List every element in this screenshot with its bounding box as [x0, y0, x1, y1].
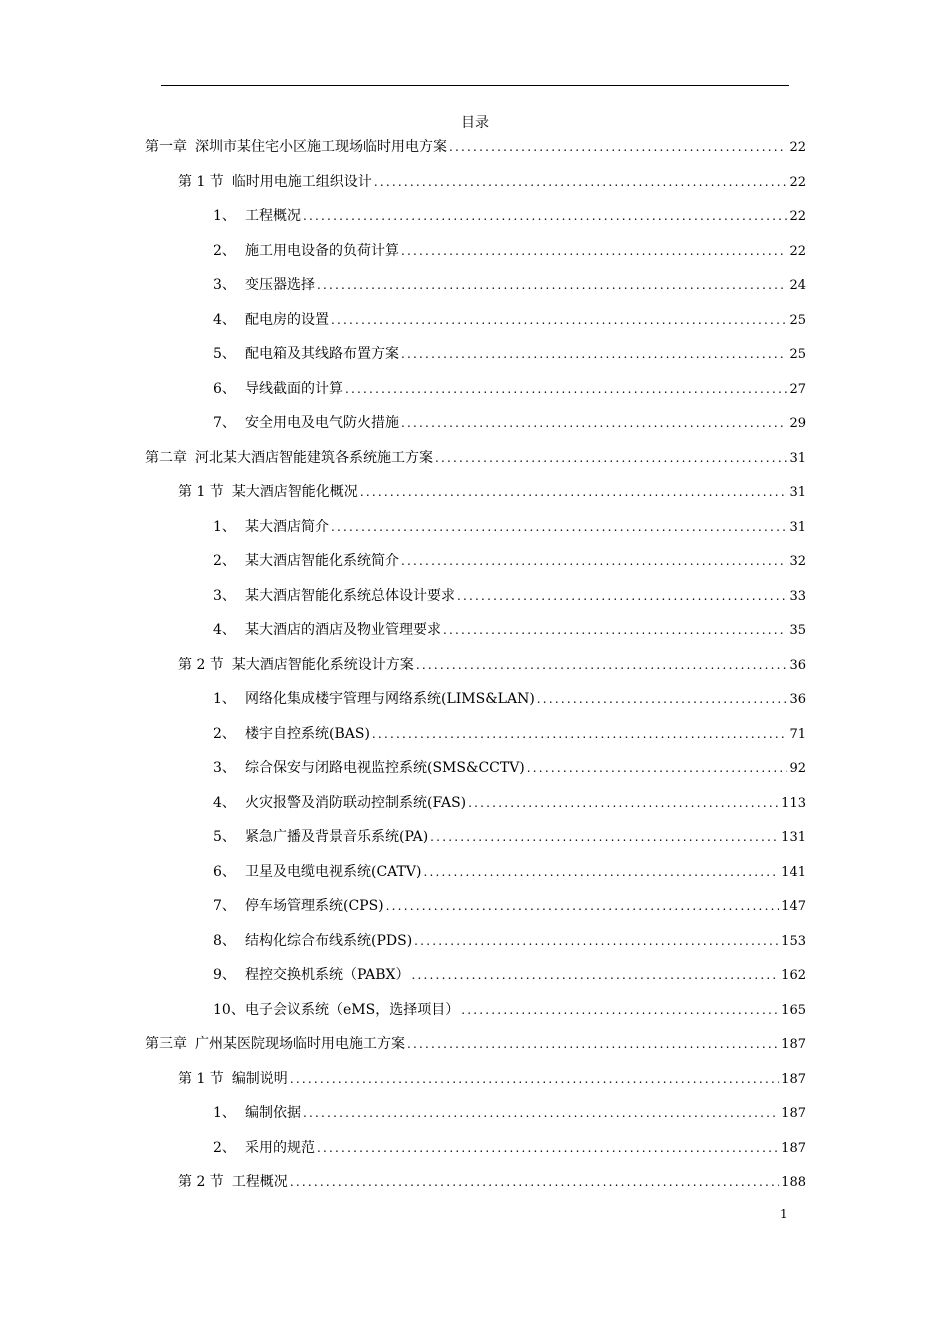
toc-entry-page: 187: [781, 1071, 806, 1087]
toc-entry-title: 工程概况: [231, 1174, 288, 1190]
toc-entry-page: 33: [789, 588, 806, 604]
toc-title: 目录: [461, 115, 489, 131]
toc-dot-leader: [430, 826, 779, 848]
toc-entry-title: 综合保安与闭路电视监控系统(SMS&CCTV): [245, 760, 525, 776]
toc-entry-number: 2、: [213, 242, 236, 259]
toc-entry[interactable]: [213, 274, 806, 296]
toc-entry-number: 3、: [213, 277, 236, 293]
toc-entry-number: 3、: [213, 587, 236, 604]
toc-entry-title: 某大酒店智能化系统总体设计要求: [245, 587, 455, 604]
toc-entry-page: 187: [781, 1140, 806, 1156]
toc-entry-number: 第三章: [145, 1036, 187, 1052]
toc-entry-number: 第一章: [145, 139, 187, 155]
toc-entry[interactable]: [213, 792, 806, 814]
toc-entry[interactable]: [145, 1033, 806, 1055]
toc-entry-page: 29: [789, 416, 806, 431]
toc-entry[interactable]: [213, 688, 806, 710]
toc-entry[interactable]: [178, 171, 806, 193]
toc-dot-leader: [527, 757, 788, 779]
toc-dot-leader: [537, 688, 788, 710]
toc-entry-number: 1、: [213, 518, 236, 535]
toc-entry-title: 配电箱及其线路布置方案: [245, 346, 399, 362]
toc-entry-title: 紧急广播及背景音乐系统(PA): [245, 829, 429, 845]
toc-entry-page: 36: [789, 657, 806, 673]
toc-entry[interactable]: [213, 619, 806, 641]
toc-entry-page: 153: [781, 933, 806, 949]
toc-entry-page: 31: [789, 519, 806, 535]
toc-entry-title: 卫星及电缆电视系统(CATV): [245, 863, 422, 880]
toc-entry-title: 楼宇自控系统(BAS): [245, 725, 370, 742]
toc-entry-number: 6、: [213, 863, 236, 880]
toc-entry-number: 第 1 节: [178, 173, 224, 190]
toc-entry[interactable]: [213, 1137, 806, 1159]
toc-entry-page: 24: [789, 278, 806, 293]
toc-entry-number: 2、: [213, 553, 236, 569]
toc-dot-leader: [401, 343, 787, 365]
toc-entry[interactable]: [213, 516, 806, 538]
toc-entry[interactable]: [213, 723, 806, 745]
toc-entry-number: 1、: [213, 1105, 236, 1121]
toc-dot-leader: [457, 585, 787, 607]
toc-entry-title: 变压器选择: [245, 277, 315, 293]
toc-entry-title: 某大酒店的酒店及物业管理要求: [245, 622, 441, 638]
toc-entry-page: 165: [781, 1002, 806, 1018]
toc-entry-page: 22: [789, 209, 806, 224]
toc-entry-title: 某大酒店简介: [245, 518, 329, 535]
toc-entry-page: 147: [781, 899, 806, 914]
toc-entry[interactable]: [145, 136, 806, 158]
toc-entry-title: 网络化集成楼宇管理与网络系统(LIMS&LAN): [245, 691, 535, 707]
toc-entry[interactable]: [213, 826, 806, 848]
toc-entry-page: 92: [789, 761, 806, 776]
toc-entry-number: 8、: [213, 932, 236, 949]
toc-entry-number: 4、: [213, 794, 236, 811]
toc-entry-title: 临时用电施工组织设计: [231, 173, 372, 190]
toc-entry-number: 1、: [213, 208, 236, 224]
toc-entry[interactable]: [178, 654, 806, 676]
toc-entry-number: 第 1 节: [178, 484, 224, 500]
toc-dot-leader: [372, 723, 788, 745]
toc-entry[interactable]: [213, 999, 806, 1021]
toc-entry[interactable]: [213, 930, 806, 952]
toc-entry-number: 第 1 节: [178, 1070, 224, 1087]
toc-entry[interactable]: [178, 481, 806, 503]
toc-entry[interactable]: [213, 240, 806, 262]
toc-entry-title: 编制依据: [245, 1105, 301, 1121]
toc-entry[interactable]: [213, 205, 806, 227]
toc-entry-page: 188: [781, 1175, 806, 1190]
toc-entry-number: 第二章: [145, 449, 187, 466]
toc-entry-page: 25: [789, 347, 806, 362]
toc-entry-page: 131: [781, 830, 806, 845]
toc-entry-page: 187: [781, 1106, 806, 1121]
toc-dot-leader: [303, 1102, 779, 1124]
toc-entry-number: 4、: [213, 622, 236, 638]
toc-dot-leader: [317, 274, 787, 296]
toc-dot-leader: [461, 999, 779, 1021]
toc-entry-title: 电子会议系统（eMS，选择项目）: [245, 1001, 460, 1018]
toc-entry-title: 工程概况: [245, 208, 301, 224]
toc-dot-leader: [401, 412, 787, 434]
toc-entry-title: 配电房的设置: [245, 311, 329, 328]
toc-entry-title: 采用的规范: [245, 1139, 315, 1156]
toc-entry-title: 河北某大酒店智能建筑各系统施工方案: [195, 449, 433, 466]
toc-entry-page: 187: [781, 1037, 806, 1052]
toc-entry-title: 编制说明: [231, 1070, 288, 1087]
toc-entry-number: 2、: [213, 725, 236, 742]
toc-dot-leader: [401, 240, 787, 262]
toc-dot-leader: [374, 171, 788, 193]
toc-entry-title: 导线截面的计算: [245, 380, 343, 397]
toc-dot-leader: [443, 619, 787, 641]
toc-entry-number: 5、: [213, 829, 236, 845]
toc-dot-leader: [407, 1033, 779, 1055]
toc-entry-number: 5、: [213, 346, 236, 362]
toc-entry-title: 某大酒店智能化系统设计方案: [231, 656, 414, 673]
toc-entry[interactable]: [213, 343, 806, 365]
toc-dot-leader: [303, 205, 787, 227]
toc-entry-number: 第 2 节: [178, 1174, 224, 1190]
toc-entry[interactable]: [145, 447, 806, 469]
toc-dot-leader: [401, 550, 787, 572]
toc-entry-page: 31: [789, 450, 806, 466]
toc-entry[interactable]: [213, 964, 806, 986]
toc-entry[interactable]: [213, 412, 806, 434]
toc-dot-leader: [290, 1171, 779, 1193]
toc-dot-leader: [331, 309, 787, 331]
toc-dot-leader: [435, 447, 787, 469]
toc-dot-leader: [412, 964, 780, 986]
toc-entry-number: 4、: [213, 311, 236, 328]
toc-dot-leader: [449, 136, 787, 158]
toc-entry-page: 113: [781, 795, 806, 811]
toc-dot-leader: [468, 792, 779, 814]
toc-entry-page: 22: [789, 140, 806, 155]
toc-entry-title: 某大酒店智能化系统简介: [245, 553, 399, 569]
toc-entry[interactable]: [213, 550, 806, 572]
toc-entry-title: 停车场管理系统(CPS): [245, 898, 384, 914]
toc-entry-number: 7、: [213, 415, 236, 431]
toc-entry[interactable]: [178, 1171, 806, 1193]
header-rule: [161, 85, 789, 86]
toc-dot-leader: [423, 861, 779, 883]
toc-entry-number: 7、: [213, 898, 236, 914]
toc-entry-page: 31: [789, 485, 806, 500]
toc-entry-number: 9、: [213, 967, 236, 983]
toc-entry-title: 程控交换机系统（PABX）: [245, 967, 410, 983]
toc-entry-page: 36: [789, 692, 806, 707]
toc-entry[interactable]: [213, 585, 806, 607]
toc-entry[interactable]: [213, 1102, 806, 1124]
toc-dot-leader: [414, 930, 779, 952]
toc-dot-leader: [317, 1137, 779, 1159]
toc-entry-number: 3、: [213, 760, 236, 776]
toc-entry-title: 安全用电及电气防火措施: [245, 415, 399, 431]
toc-dot-leader: [386, 895, 780, 917]
toc-entry-number: 2、: [213, 1139, 236, 1156]
toc-entry[interactable]: [213, 757, 806, 779]
toc-entry-title: 广州某医院现场临时用电施工方案: [195, 1036, 405, 1052]
toc-entry[interactable]: [213, 895, 806, 917]
toc-entry-number: 1、: [213, 691, 236, 707]
toc-entry-page: 162: [781, 968, 806, 983]
toc-entry-number: 10、: [213, 1001, 245, 1018]
toc-entry-page: 71: [789, 726, 806, 742]
toc-entry[interactable]: [213, 861, 806, 883]
toc-entry-page: 27: [789, 381, 806, 397]
toc-entry-title: 火灾报警及消防联动控制系统(FAS): [245, 794, 467, 811]
toc-entry-number: 第 2 节: [178, 656, 224, 673]
toc-entry-title: 深圳市某住宅小区施工现场临时用电方案: [195, 139, 447, 155]
toc-entry[interactable]: [213, 378, 806, 400]
toc-entry-number: 6、: [213, 380, 236, 397]
toc-entry[interactable]: [178, 1068, 806, 1090]
toc-entry-page: 22: [789, 174, 806, 190]
toc-entry[interactable]: [213, 309, 806, 331]
toc-entry-page: 35: [789, 623, 806, 638]
toc-dot-leader: [345, 378, 787, 400]
page-number: 1: [780, 1207, 788, 1221]
toc-dot-leader: [416, 654, 788, 676]
toc-entry-title: 施工用电设备的负荷计算: [245, 242, 399, 259]
toc-dot-leader: [360, 481, 788, 503]
toc-entry-page: 141: [781, 864, 806, 880]
toc-entry-page: 32: [789, 554, 806, 569]
toc-entry-title: 结构化综合布线系统(PDS): [245, 932, 413, 949]
toc-dot-leader: [331, 516, 787, 538]
toc-entry-page: 25: [789, 312, 806, 328]
toc-entry-page: 22: [789, 243, 806, 259]
toc-entry-title: 某大酒店智能化概况: [231, 484, 358, 500]
toc-dot-leader: [290, 1068, 779, 1090]
